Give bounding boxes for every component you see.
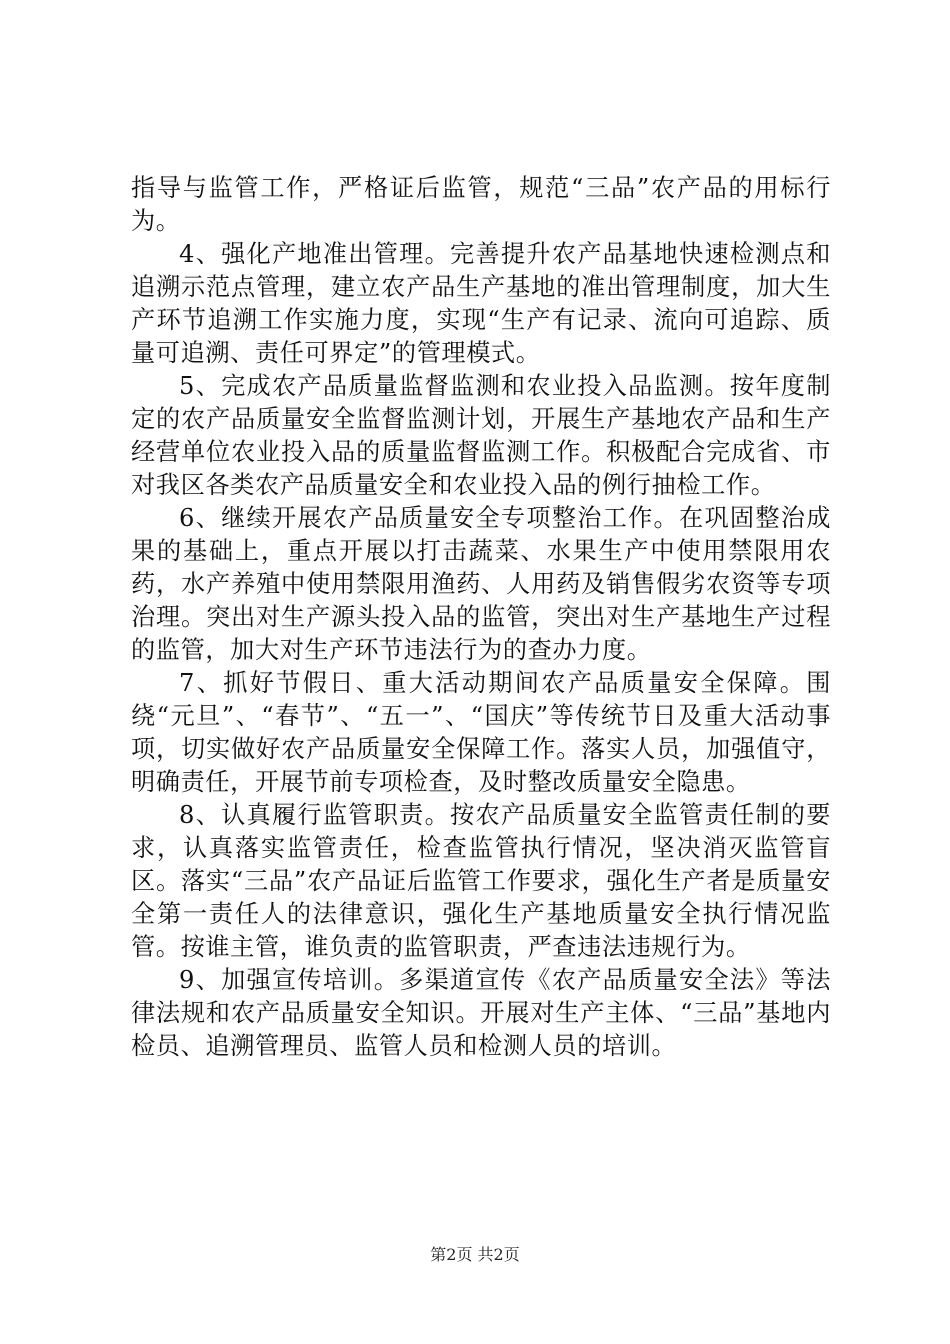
- paragraph-item-7: 7、抓好节假日、重大活动期间农产品质量安全保障。围绕“元旦”、“春节”、“五一”、“国庆”等传统节日及重大活动事项，切实做好农产品质量安全保障工作。落实人员，加强值守，明确责任，开展节前专项检查，及时整改质量安全隐患。: [131, 669, 831, 796]
- paragraph-item-8: 8、认真履行监管职责。按农产品质量安全监管责任制的要求，认真落实监管责任，检查监管执行情况，坚决消灭监管盲区。落实“三品”农产品证后监管工作要求，强化生产者是质量安全第一责任人的法律意识，强化生产基地质量安全执行情况监管。按谁主管，谁负责的监管职责，严查违法违规行为。: [131, 801, 831, 961]
- paragraph-item-9: 9、加强宣传培训。多渠道宣传《农产品质量安全法》等法律法规和农产品质量安全知识。开展对生产主体、“三品”基地内检员、追溯管理员、监管人员和检测人员的培训。: [131, 966, 831, 1060]
- paragraph-item-5: 5、完成农产品质量监督监测和农业投入品监测。按年度制定的农产品质量安全监督监测计划，开展生产基地农产品和生产经营单位农业投入品的质量监督监测工作。积极配合完成省、市对我区各类农产品质量安全和农业投入品的例行抽检工作。: [131, 372, 831, 499]
- paragraph-continuation: 指导与监管工作，严格证后监管，规范“三品”农产品的用标行为。: [131, 174, 831, 235]
- page-footer: [0, 1245, 950, 1265]
- page-number-label: 第2页 共2页: [430, 1245, 520, 1264]
- paragraph-item-6: 6、继续开展农产品质量安全专项整治工作。在巩固整治成果的基础上，重点开展以打击蔬菜、水果生产中使用禁限用农药，水产养殖中使用禁限用渔药、人用药及销售假劣农资等专项治理。突出对生产源头投入品的监管，突出对生产基地生产过程的监管，加大对生产环节违法行为的查办力度。: [131, 504, 831, 664]
- document-body: [131, 172, 831, 1063]
- paragraph-item-4: 4、强化产地准出管理。完善提升农产品基地快速检测点和追溯示范点管理，建立农产品生产基地的准出管理制度，加大生产环节追溯工作实施力度，实现“生产有记录、流向可追踪、质量可追溯、责任可界定”的管理模式。: [131, 240, 831, 367]
